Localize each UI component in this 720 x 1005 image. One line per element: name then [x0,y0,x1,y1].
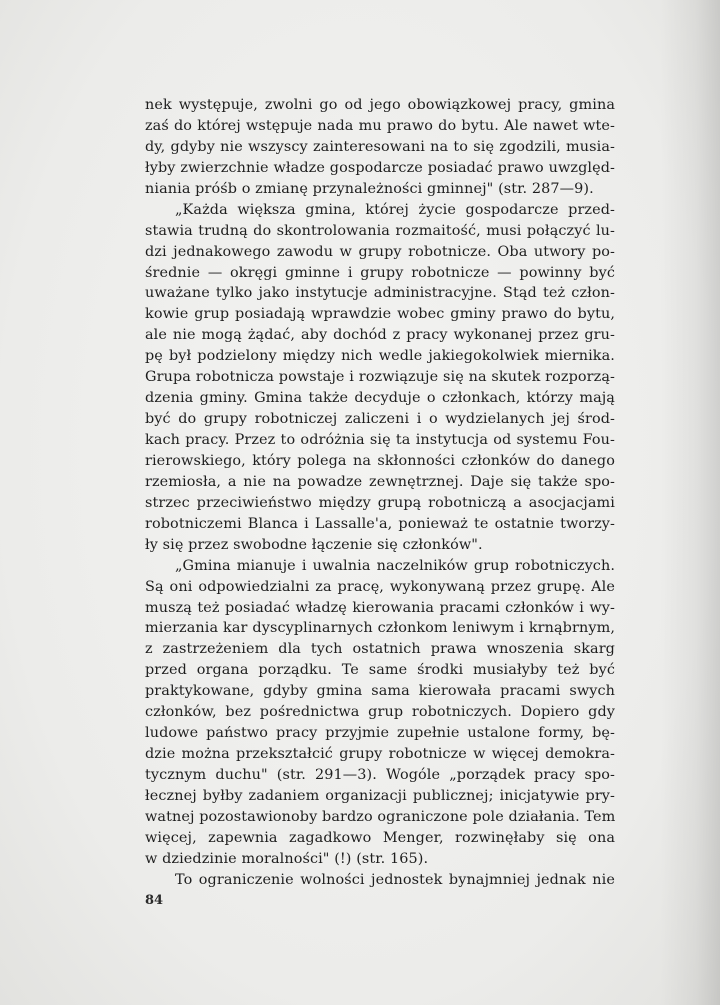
text-line: „Gmina mianuje i uwalnia naczelników grup robotniczych. [175,557,615,574]
text-line: więcej, zapewnia zagadkowo Menger, rozwinęłaby się ona [145,829,615,846]
text-line: ludowe państwo pracy przyjmie zupełnie ustalone formy, bę- [145,725,615,742]
text-line: kach pracy. Przez to odróżnia się ta instytucja od systemu Fou- [145,432,615,448]
text-line: Są oni odpowiedzialni za pracę, wykonywaną przez grupę. Ale [145,578,615,595]
text-line: łecznej byłby zadaniem organizacji publicznej; inicjatywie pry- [145,787,615,804]
text-line: łyby zwierzchnie władze gospodarcze posiadać prawo uwzględ- [145,159,615,176]
page-number: 84 [145,893,164,908]
text-line: rzemiosła, a nie na powadze zewnętrznej. Daje się także spo- [145,473,615,490]
text-line: dy, gdyby nie wszyscy zainteresowani na to się zgodzili, musia- [145,138,615,155]
text-line: ale nie mogą żądać, aby dochód z pracy wykonanej przez gru- [145,327,615,344]
text-line: tycznym duchu" (str. 291—3). Wogóle „porządek pracy spo- [145,767,615,783]
text-line: Grupa robotnicza powstaje i rozwiązuje się na skutek rozporzą- [145,369,615,386]
text-line: To ograniczenie wolności jednostek bynajmniej jednak nie [175,871,615,888]
text-line: z zastrzeżeniem dla tych ostatnich prawa wnoszenia skarg [145,641,615,658]
text-line: strzec przeciwieństwo między grupą robotniczą a asocjacjami [145,494,615,511]
text-line: mierzania kar dyscyplinarnych członkom leniwym i krnąbrnym, [145,620,615,637]
text-line: niania próśb o zmianę przynależności gminnej" (str. 287—9). [145,180,594,197]
text-line: nek występuje, zwolni go od jego obowiązkowej pracy, gmina [145,97,615,113]
text-line: praktykowane, gdyby gmina sama kierowała pracami swych [145,683,615,700]
text-line: stawia trudną do skontrolowania rozmaitość, musi połączyć lu- [145,222,615,239]
text-line: „Każda większa gmina, której życie gospodarcze przed- [175,201,615,218]
text-line: muszą też posiadać władzę kierowania pracami członków i wy- [145,599,615,616]
text-line: robotniczemi Blanca i Lassalle'a, ponieważ te ostatnie tworzy- [145,515,615,532]
text-line: być do grupy robotniczej zaliczeni i o wydzielanych jej środ- [145,411,615,428]
text-line: zaś do której wstępuje nada mu prawo do bytu. Ale nawet wte- [145,117,615,134]
text-line: uważane tylko jako instytucje administracyjne. Stąd też człon- [145,285,615,302]
text-line: członków, bez pośrednictwa grup robotniczych. Dopiero gdy [145,704,615,721]
text-line: w dziedzinie moralności" (!) (str. 165). [145,850,429,867]
text-line: kowie grup posiadają wprawdzie wobec gminy prawo do bytu, [145,306,615,323]
text-line: dzi jednakowego zawodu w grupy robotnicze. Oba utwory po- [145,243,615,260]
text-line: rierowskiego, który polega na skłonności członków do danego [145,452,615,469]
text-line: przed organa porządku. Te same środki musiałyby też być [145,662,615,679]
text-line: pę był podzielony między nich wedle jakiegokolwiek miernika. [145,348,615,365]
text-line: dzie można przekształcić grupy robotnicze w więcej demokra- [145,746,615,763]
text-line: dzenia gminy. Gmina także decyduje o członkach, którzy mają [145,390,615,407]
text-line: ły się przez swobodne łączenie się członków". [145,536,483,553]
text-line: średnie — okręgi gminne i grupy robotnicze — powinny być [145,264,615,281]
text-line: watnej pozostawionoby bardzo ograniczone pole działania. Tem [145,808,616,825]
body-text [145,95,615,891]
page-edge-shadow [660,0,720,1005]
